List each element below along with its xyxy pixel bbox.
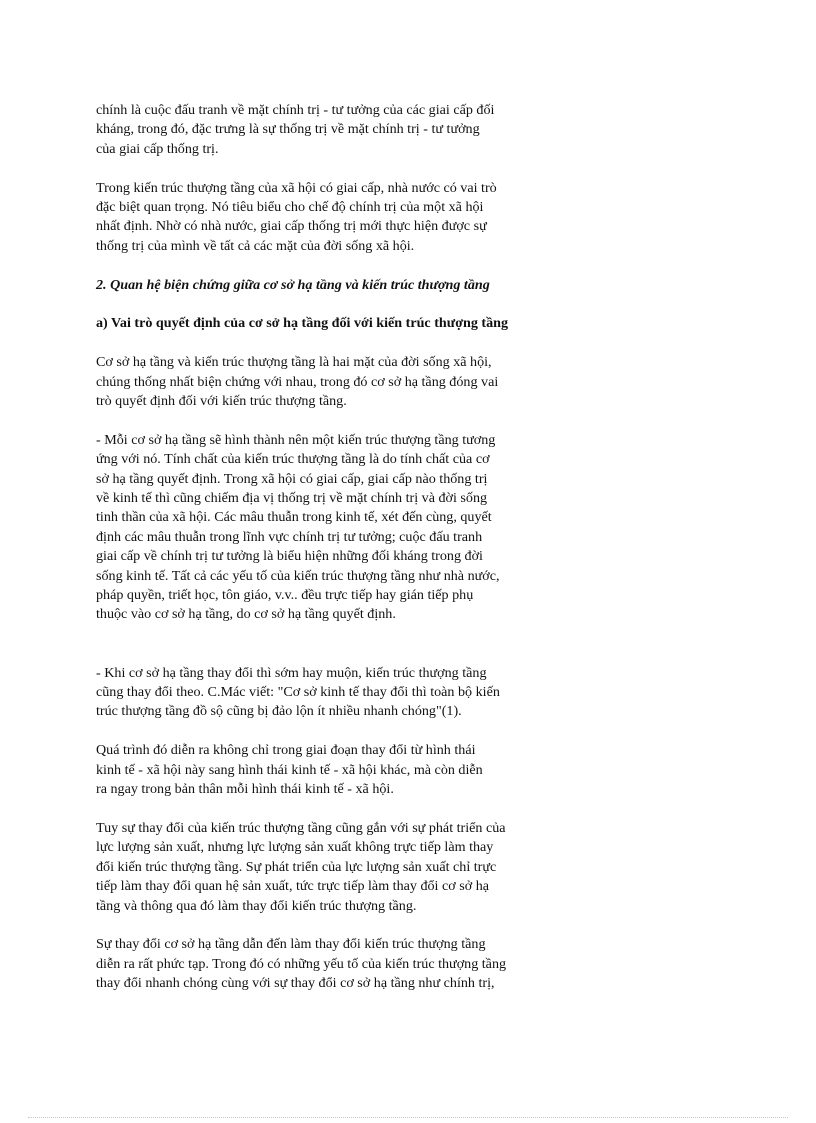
text-line: Sự thay đổi cơ sở hạ tầng dẫn đến làm thay đổi kiến trúc thượng tầng bbox=[96, 936, 486, 953]
paragraph-spacer bbox=[96, 159, 576, 178]
text-line: kháng, trong đó, đặc trưng là sự thống trị về mặt chính trị - tư tưởng bbox=[96, 121, 480, 138]
text-line: về kinh tế thì cũng chiếm địa vị thống trị về mặt chính trị và đời sống bbox=[96, 490, 488, 507]
text-line: chúng thống nhất biện chứng với nhau, trong đó cơ sở hạ tầng đóng vai bbox=[96, 373, 499, 390]
paragraph-6 bbox=[96, 741, 576, 799]
paragraph-8 bbox=[96, 935, 576, 993]
text-line: lực lượng sản xuất, nhưng lực lượng sản xuất không trực tiếp làm thay bbox=[96, 839, 494, 856]
paragraph-1 bbox=[96, 101, 576, 159]
text-line: Cơ sở hạ tầng và kiến trúc thượng tầng là hai mặt của đời sống xã hội, bbox=[96, 354, 492, 371]
paragraph-spacer bbox=[96, 411, 576, 430]
paragraph-7 bbox=[96, 819, 576, 916]
paragraph-spacer bbox=[96, 644, 576, 663]
text-line: thuộc vào cơ sở hạ tầng, do cơ sở hạ tầng quyết định. bbox=[96, 606, 396, 623]
text-line: giai cấp về chính trị tư tưởng là biểu hiện những đối kháng trong đời bbox=[96, 548, 483, 565]
text-line: pháp quyền, triết học, tôn giáo, v.v.. đều trực tiếp hay gián tiếp phụ bbox=[96, 587, 474, 604]
text-line: - Khi cơ sở hạ tầng thay đổi thì sớm hay muộn, kiến trúc thượng tầng bbox=[96, 664, 487, 681]
text-line: tầng và thông qua đó làm thay đổi kiến trúc thượng tầng. bbox=[96, 897, 417, 914]
subsection-heading: a) Vai trò quyết định của cơ sở hạ tầng đối với kiến trúc thượng tầng bbox=[96, 315, 509, 332]
text-line: tinh thần của xã hội. Các mâu thuẫn trong kinh tế, xét đến cùng, quyết bbox=[96, 509, 492, 526]
text-line: - Mỗi cơ sở hạ tầng sẽ hình thành nên một kiến trúc thượng tầng tương bbox=[96, 431, 496, 448]
paragraph-3 bbox=[96, 353, 576, 411]
paragraph-spacer bbox=[96, 334, 576, 353]
text-line: Tuy sự thay đổi của kiến trúc thượng tầng cũng gắn với sự phát triển của bbox=[96, 819, 506, 836]
text-line: nhất định. Nhờ có nhà nước, giai cấp thống trị mới thực hiện được sự bbox=[96, 218, 487, 235]
section-heading: 2. Quan hệ biện chứng giữa cơ sở hạ tầng và kiến trúc thượng tầng bbox=[96, 276, 490, 293]
text-line: Quá trình đó diễn ra không chỉ trong giai đoạn thay đổi từ hình thái bbox=[96, 742, 476, 759]
paragraph-4 bbox=[96, 431, 576, 625]
text-line: sở hạ tầng quyết định. Trong xã hội có giai cấp, giai cấp nào thống trị bbox=[96, 470, 488, 487]
text-line: trò quyết định đối với kiến trúc thượng tầng. bbox=[96, 393, 347, 410]
text-line: sống kinh tế. Tất cả các yếu tố của kiến trúc thượng tầng như nhà nước, bbox=[96, 567, 500, 584]
paragraph-spacer bbox=[96, 625, 576, 644]
paragraph-spacer bbox=[96, 722, 576, 741]
text-line: trúc thượng tầng đồ sộ cũng bị đảo lộn ít nhiều nhanh chóng"(1). bbox=[96, 703, 462, 720]
document-page bbox=[96, 101, 576, 994]
page-bottom-divider bbox=[28, 1117, 788, 1118]
text-line: cũng thay đổi theo. C.Mác viết: "Cơ sở kinh tế thay đổi thì toàn bộ kiến bbox=[96, 684, 500, 701]
text-line: ra ngay trong bản thân mỗi hình thái kinh tế - xã hội. bbox=[96, 781, 394, 798]
text-line: chính là cuộc đấu tranh về mặt chính trị - tư tưởng của các giai cấp đối bbox=[96, 102, 495, 118]
paragraph-spacer bbox=[96, 295, 576, 314]
text-line: đổi kiến trúc thượng tầng. Sự phát triển của lực lượng sản xuất chỉ trực bbox=[96, 858, 497, 875]
text-line: của giai cấp thống trị. bbox=[96, 140, 219, 157]
text-line: đặc biệt quan trọng. Nó tiêu biểu cho chế độ chính trị của một xã hội bbox=[96, 199, 484, 216]
text-line: định các mâu thuẫn trong lĩnh vực chính trị tư tưởng; cuộc đấu tranh bbox=[96, 528, 483, 545]
text-line: tiếp làm thay đổi quan hệ sản xuất, tức trực tiếp làm thay đổi cơ sở hạ bbox=[96, 878, 489, 895]
paragraph-spacer bbox=[96, 256, 576, 275]
text-line: diễn ra rất phức tạp. Trong đó có những yếu tố của kiến trúc thượng tầng bbox=[96, 955, 507, 972]
text-line: ứng với nó. Tính chất của kiến trúc thượng tầng là do tính chất của cơ bbox=[96, 451, 490, 468]
paragraph-2 bbox=[96, 179, 576, 257]
text-line: Trong kiến trúc thượng tầng của xã hội có giai cấp, nhà nước có vai trò bbox=[96, 179, 497, 196]
text-line: thống trị của mình về tất cả các mặt của đời sống xã hội. bbox=[96, 237, 415, 254]
text-line: kinh tế - xã hội này sang hình thái kinh tế - xã hội khác, mà còn diễn bbox=[96, 761, 483, 778]
text-line: thay đổi nhanh chóng cùng với sự thay đổi cơ sở hạ tầng như chính trị, bbox=[96, 975, 495, 992]
paragraph-spacer bbox=[96, 800, 576, 819]
paragraph-5 bbox=[96, 664, 576, 722]
paragraph-spacer bbox=[96, 916, 576, 935]
